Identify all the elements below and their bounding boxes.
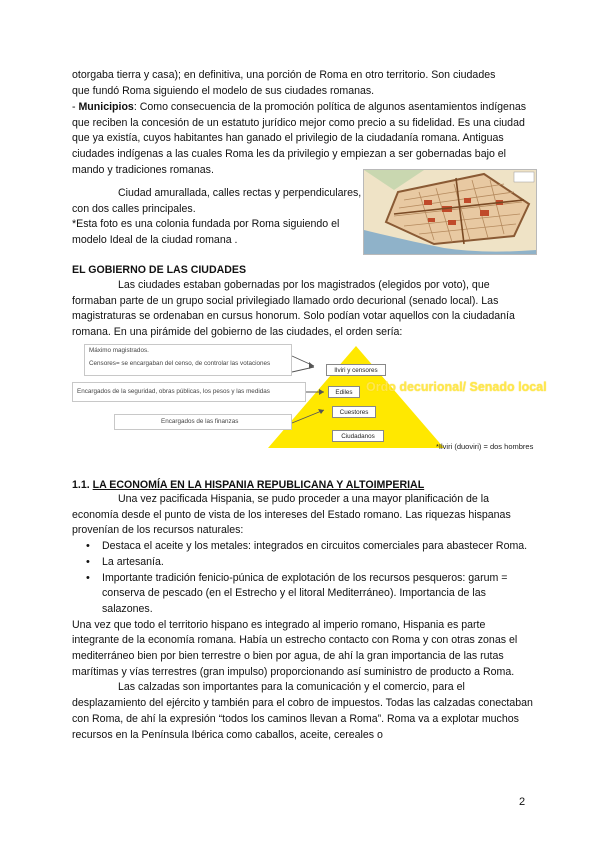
caption-line-1: Ciudad amurallada, calles rectas y perpendiculares,	[118, 187, 362, 199]
image-caption	[72, 186, 362, 249]
tier-cuestores: Cuestores	[332, 406, 376, 418]
economia-body	[72, 492, 534, 743]
caption-line-4: modelo Ideal de la ciudad romana .	[72, 234, 238, 247]
box-cuestores-funciones: Encargados de las finanzas	[114, 414, 292, 430]
tier-ilviri-censores: Ilviri y censores	[326, 364, 386, 376]
tier-ediles: Ediles	[328, 386, 360, 398]
box1-line-2: Censores= se encargaban del censo, de controlar las votaciones	[89, 360, 271, 367]
box1-line-1: Máximo magistrados.	[89, 347, 149, 354]
gobierno-paragraph	[72, 278, 534, 341]
box-ediles-funciones: Encargados de la seguridad, obras públicas, los pesos y las medidas	[72, 382, 306, 402]
list-item: • Destaca el aceite y los metales: integrados en circuitos comerciales para abastecer Roma.	[72, 539, 534, 555]
economia-number: 1.1.	[72, 479, 93, 491]
economia-para-1-text: Una vez pacificada Hispania, se pudo proceder a una mayor planificación de la economía desde el punto de vista de los intereses del Estado romano. Las riquezas hispanas provenían de los recursos naturales:	[72, 493, 511, 537]
economia-para-2: Una vez que todo el territorio hispano es integrado al imperio romano, Hispania es parte integrante de la economía romana. Había un estrecho contacto con Roma y con otras zonas el mediterráneo bien por bien terrestre o bien por agua, de ahí la gran importancia de las rutas marítimas y vías terrestres (gran impulso) proporcionando así suministro de producto a Roma.	[72, 618, 518, 678]
caption-line-2: con dos calles principales.	[72, 202, 196, 215]
municipios-prefix: -	[72, 101, 79, 113]
gobierno-heading: EL GOBIERNO DE LAS CIUDADES	[72, 264, 247, 276]
list-item: • La artesanía.	[72, 555, 534, 571]
economia-para-1	[72, 492, 534, 539]
government-pyramid-diagram	[77, 340, 547, 458]
resources-list	[72, 539, 534, 618]
municipios-paragraph	[72, 100, 534, 179]
municipios-term: Municipios	[78, 101, 134, 113]
economia-para-3-text: Las calzadas son importantes para la comunicación y el comercio, para el desplazamiento del ejército y también para el cobro de impuestos. Todas las calzadas conectaban con Roma, de ahí la expresión “todos los caminos llevan a Roma”. Roma va a explotar muchos recursos en la Península Ibérica como caballos, aceite, cereales o	[72, 681, 533, 741]
box-maximos-magistrados	[84, 344, 292, 376]
ordo-decurional-label: Ordo decurional/ Senado local	[366, 380, 547, 394]
economia-para-3	[72, 680, 534, 743]
roman-city-illustration	[363, 169, 537, 255]
list-item: • Importante tradición fenicio-púnica de explotación de los recursos pesqueros: garum = conserva de pescado (en el Estrecho y el litoral Mediterráneo). Importancia de las salazones.	[72, 571, 534, 618]
ilviri-note: *Ilviri (duoviri) = dos hombres	[436, 442, 534, 451]
intro-line-1: otorgaba tierra y casa); en definitiva, una porción de Roma en otro territorio. Son ciudades	[72, 69, 496, 81]
walled-city-icon	[364, 170, 536, 254]
page-number: 2	[519, 796, 526, 808]
tier-ciudadanos: Ciudadanos	[332, 430, 384, 442]
caption-line-3: *Esta foto es una colonia fundada por Roma siguiendo el	[72, 218, 340, 231]
intro-paragraph	[72, 68, 534, 99]
gobierno-text: Las ciudades estaban gobernadas por los magistrados (elegidos por voto), que formaban parte de un grupo social privilegiado llamado ordo decurional (senado local). Las magistraturas se ordenaban en cursus honorum. Solo podían votar aquellos con la ciudadanía romana. En una pirámide del gobierno de las ciudades, el orden sería:	[72, 279, 515, 339]
intro-line-2: que fundó Roma siguiendo el modelo de sus ciudades romanas.	[72, 84, 375, 97]
economia-title: LA ECONOMÍA EN LA HISPANIA REPUBLICANA Y ALTOIMPERIAL	[92, 479, 425, 491]
municipios-text: : Como consecuencia de la promoción política de algunos asentamientos indígenas que reciben la concesión de un estatuto jurídico mejor como precio a su fidelidad. Es una ciudad que ya existía, cuyos habitantes han ganado el privilegio de la ciudadanía romana. Antiguas ciudades indígenas a las cuales Roma les da privilegio y empiezan a ser gobernadas bajo el mando y tradiciones romanas.	[72, 101, 527, 176]
